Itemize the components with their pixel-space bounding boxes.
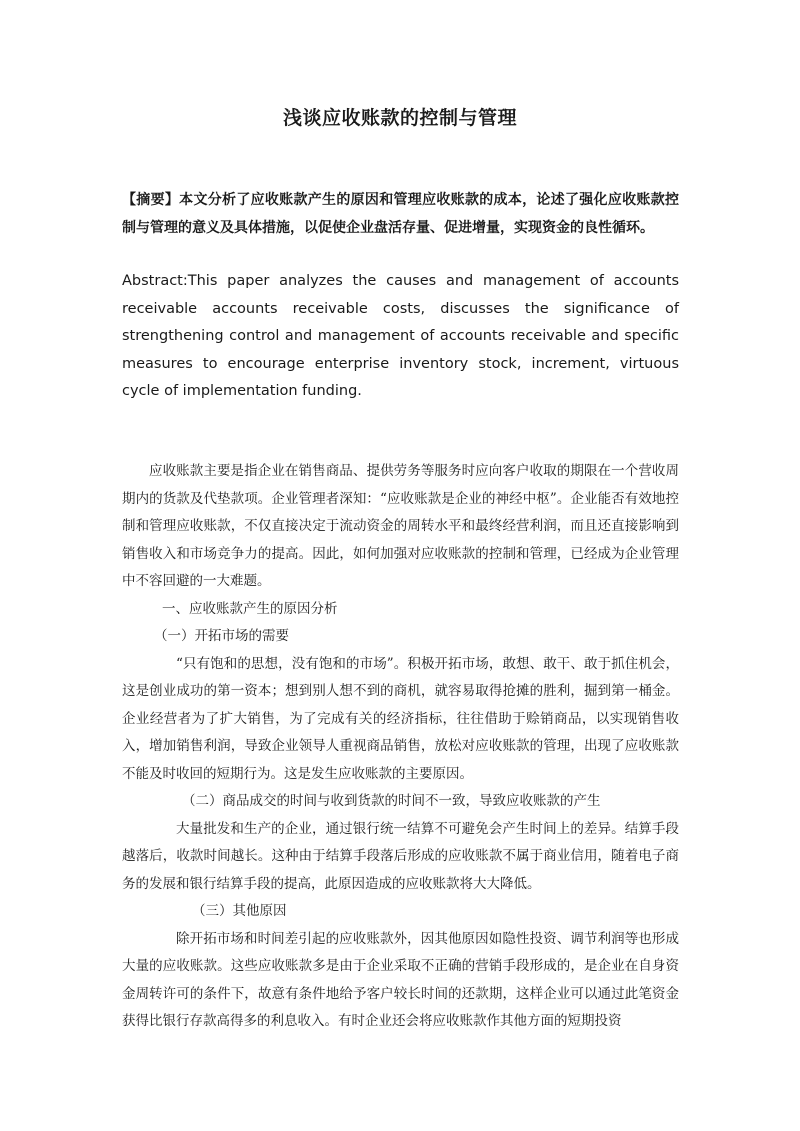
subheading-other-causes: （三）其他原因 (192, 903, 287, 919)
section-heading-causes: 一、应收账款产生的原因分析 (162, 600, 338, 617)
subheading-market-expansion: （一）开拓市场的需要 (154, 628, 289, 644)
document-title: 浅谈应收账款的控制与管理 (282, 107, 517, 129)
abstract-chinese: 【摘要】本文分析了应收账款产生的原因和管理应收账款的成本，论述了强化应收账款控制与管理的意义及具体措施，以促使企业盘活存量、促进增量，实现资金的良性循环。 (122, 192, 679, 236)
paragraph-market-expansion: “只有饱和的思想，没有饱和的市场”。积极开拓市场，敢想、敢干、敢于抓住机会，这是创业成功的第一资本；想到别人想不到的商机，就容易取得抢摊的胜利，掘到第一桶金。企业经营者为了扩大销售，为了完成有关的经济指标，往往借助于赊销商品，以实现销售收入，增加销售利润，导致企业领导人重视商品销售，放松对应收账款的管理，出现了应收账款不能及时收回的短期行为。这是发生应收账款的主要原因。 (122, 655, 679, 782)
abstract-english: Abstract:This paper analyzes the causes and management of accounts receivable accounts receivable costs, discusses the significance of strengthening control and management of accounts receivable and specific measures to encourage enterprise inventory stock, increment, virtuous cycle of implementation funding. (122, 273, 679, 399)
intro-paragraph: 应收账款主要是指企业在销售商品、提供劳务等服务时应向客户收取的期限在一个营收周期内的货款及代垫款项。企业管理者深知：“应收账款是企业的神经中枢”。企业能否有效地控制和管理应收账款，不仅直接决定于流动资金的周转水平和最终经营利润，而且还直接影响到销售收入和市场竞争力的提高。因此，如何加强对应收账款的控制和管理，已经成为企业管理中不容回避的一大难题。 (122, 463, 679, 589)
body-text (122, 458, 679, 1036)
paragraph-other-causes: 除开拓市场和时间差引起的应收账款外，因其他原因如隐性投资、调节利润等也形成大量的应收账款。这些应收账款多是由于企业采取不正确的营销手段形成的，是企业在自身资金周转许可的条件下，故意有条件地给予客户较长时间的还款期，这样企业可以通过此笔资金获得比银行存款高得多的利息收入。有时企业还会将应收账款作其他方面的短期投资 (122, 930, 679, 1029)
paragraph-time-difference: 大量批发和生产的企业，通过银行统一结算不可避免会产生时间上的差异。结算手段越落后，收款时间越长。这种由于结算手段落后形成的应收账款不属于商业信用，随着电子商务的发展和银行结算手段的提高，此原因造成的应收账款将大大降低。 (122, 820, 679, 892)
subheading-time-difference: （二）商品成交的时间与收到货款的时间不一致，导致应收账款的产生 (182, 793, 601, 809)
